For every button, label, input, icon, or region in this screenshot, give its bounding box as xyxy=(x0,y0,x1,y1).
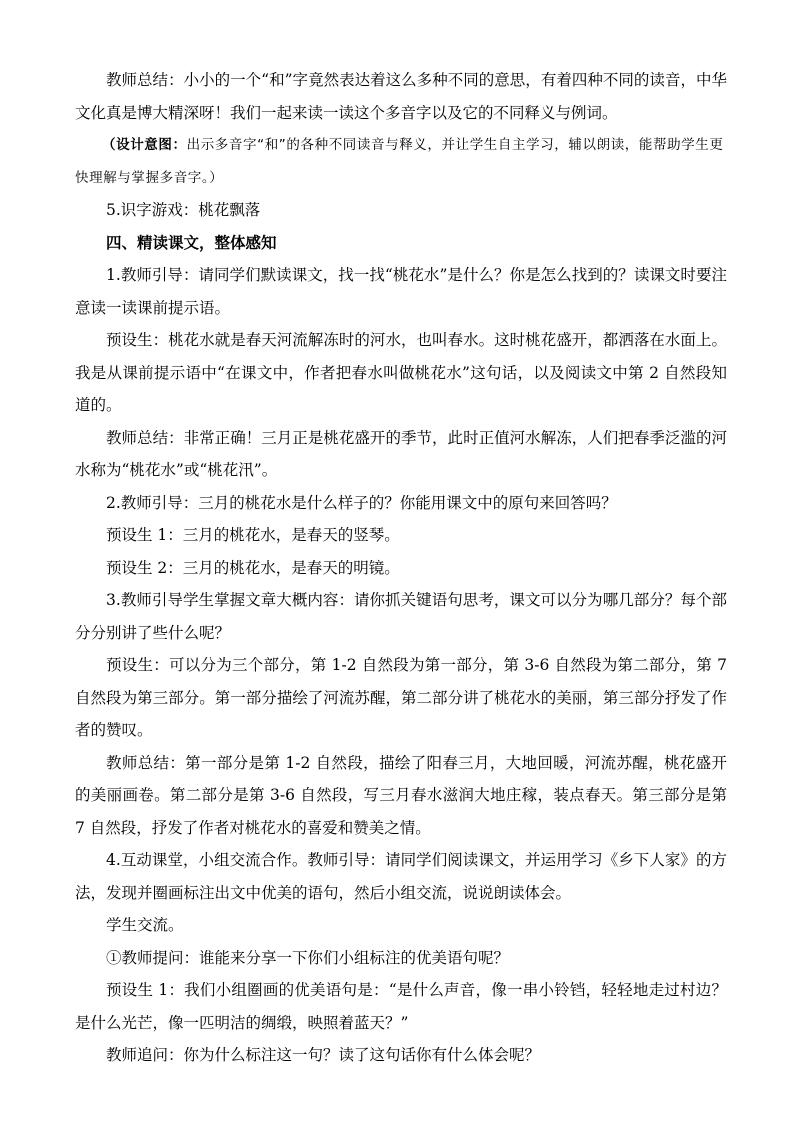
paragraph-expected-answer-2: 预设生 2：三月的桃花水，是春天的明镜。 xyxy=(106,558,400,577)
design-intent-label: （设计意图： xyxy=(102,137,187,153)
paragraph-teacher-question: ①教师提问：谁能来分享一下你们小组标注的优美语句呢？ xyxy=(106,948,510,967)
paragraph-guide-2: 2.教师引导：三月的桃花水是什么样子的？你能用课文中的原句来回答吗？ xyxy=(106,493,617,512)
document-page xyxy=(75,64,727,1072)
paragraph-guide-3: 3.教师引导学生掌握文章大概内容：请你抓关键语句思考，课文可以分为哪几部分？每个部分分别讲了些什么呢？ xyxy=(75,591,727,642)
paragraph-expected-answer-quote: 预设生 1：我们小组圈画的优美语句是：“是什么声音，像一串小铃铛，轻轻地走过村边？是什么光芒，像一匹明洁的绸缎，映照着蓝天？” xyxy=(75,981,727,1032)
design-intent-note xyxy=(75,129,727,194)
paragraph-literacy-game: 5.识字游戏：桃花飘落 xyxy=(106,201,261,219)
paragraph-guide-1: 1.教师引导：请同学们默读课文，找一找“桃花水”是什么？你是怎么找到的？读课文时要注意读一读课前提示语。 xyxy=(75,266,727,317)
section-heading-four: 四、精读课文，整体感知 xyxy=(106,232,277,252)
paragraph-teacher-summary-peach: 教师总结：非常正确！三月正是桃花盛开的季节，此时正值河水解冻，人们把春季泛滥的河水称为“桃花水”或“桃花汛”。 xyxy=(75,428,727,479)
paragraph-expected-answer-1: 预设生 1：三月的桃花水，是春天的竖琴。 xyxy=(106,526,400,544)
paragraph-teacher-summary-he: 教师总结：小小的一个“和”字竟然表达着这么多种不同的意思，有着四种不同的读音，中华文化真是博大精深呀！我们一起来读一读这个多音字以及它的不同释义与例词。 xyxy=(75,71,727,122)
paragraph-expected-answer: 预设生：桃花水就是春天河流解冻时的河水，也叫春水。这时桃花盛开，都洒落在水面上。我是从课前提示语中“在课文中，作者把春水叫做桃花水”这句话，以及阅读文中第 2 自然段知道的。 xyxy=(75,331,727,414)
paragraph-student-exchange: 学生交流。 xyxy=(106,916,184,934)
paragraph-expected-answer-parts: 预设生：可以分为三个部分，第 1-2 自然段为第一部分，第 3-6 自然段为第二部分，第 7 自然段为第三部分。第一部分描绘了河流苏醒，第二部分讲了桃花水的美丽，第三部分抒发了作者的赞叹。 xyxy=(75,656,727,739)
paragraph-interactive-class: 4.互动课堂，小组交流合作。教师引导：请同学们阅读课文，并运用学习《乡下人家》的方法，发现并圈画标注出文中优美的语句，然后小组交流，说说朗读体会。 xyxy=(75,851,727,902)
paragraph-teacher-summary-parts: 教师总结：第一部分是第 1-2 自然段，描绘了阳春三月，大地回暖，河流苏醒，桃花盛开的美丽画卷。第二部分是第 3-6 自然段，写三月春水滋润大地庄稼，装点春天。第三部分是第 7 自然段，抒发了作者对桃花水的喜爱和赞美之情。 xyxy=(75,753,727,837)
design-intent-text: 出示多音字“和”的各种不同读音与释义，并让学生自主学习，辅以朗读，能帮助学生更快理解与掌握多音字。） xyxy=(75,137,724,186)
paragraph-teacher-followup: 教师追问：你为什么标注这一句？读了这句话你有什么体会呢？ xyxy=(106,1046,541,1064)
